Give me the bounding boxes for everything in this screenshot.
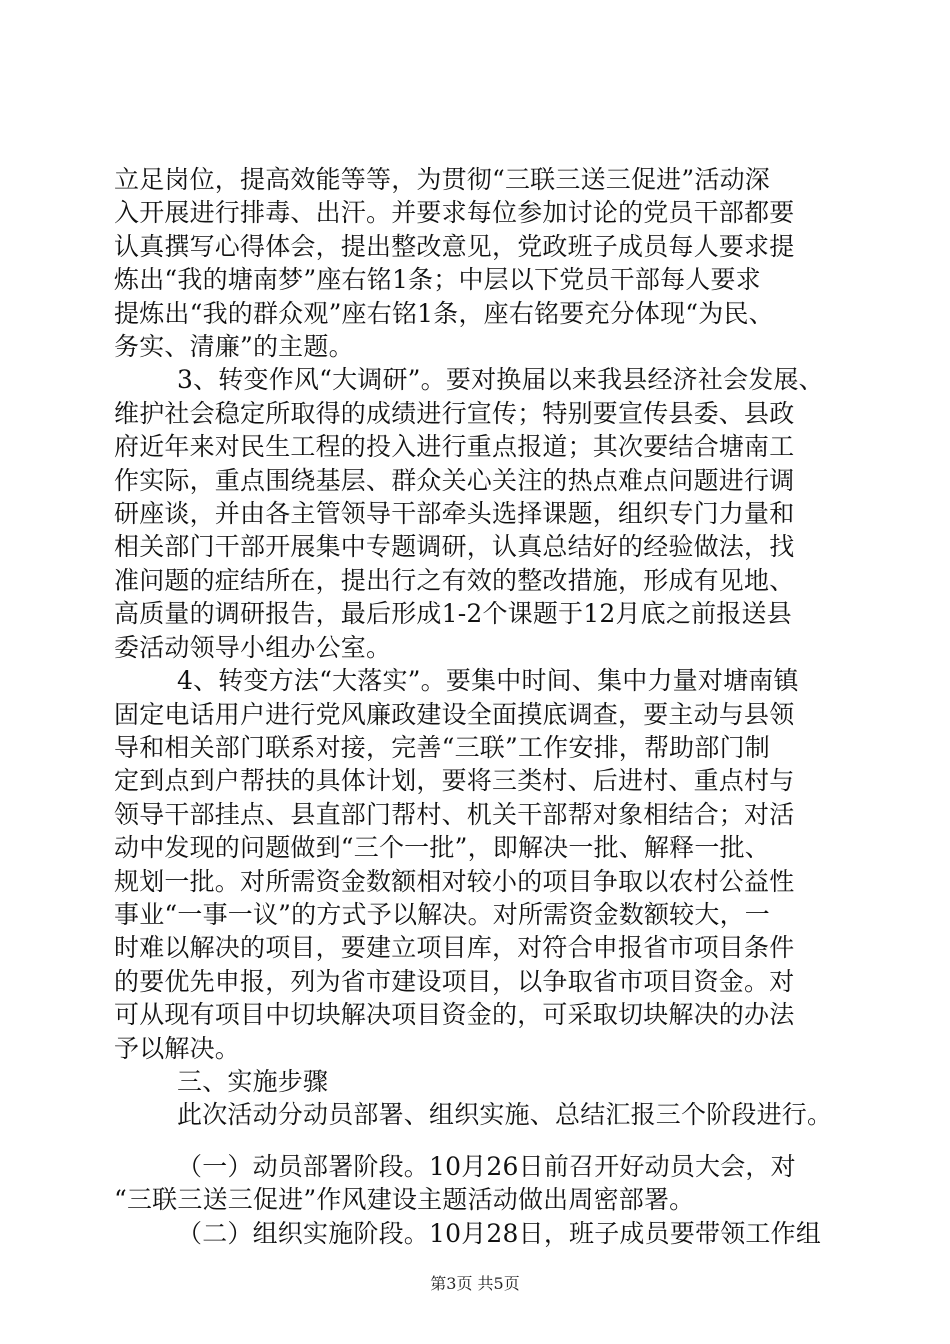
page-number-footer: 第3页 共5页 (430, 1274, 520, 1293)
body-line: 固定电话用户进行党风廉政建设全面摸底调查，要主动与县领 (114, 700, 795, 729)
body-line: 事业“一事一议”的方式予以解决。对所需资金数额较大，一 (114, 900, 770, 929)
body-line: 定到点到户帮扶的具体计划，要将三类村、后进村、重点村与 (114, 766, 795, 795)
body-line: 炼出“我的塘南梦”座右铭1条；中层以下党员干部每人要求 (114, 265, 761, 294)
body-line: 认真撰写心得体会，提出整改意见，党政班子成员每人要求提 (114, 232, 795, 261)
body-line: 3、转变作风“大调研”。要对换届以来我县经济社会发展、 (177, 365, 824, 394)
body-line: 入开展进行排毒、出汗。并要求每位参加讨论的党员干部都要 (114, 198, 795, 227)
body-line: （二）组织实施阶段。10月28日，班子成员要带领工作组 (177, 1219, 822, 1248)
body-line: 动中发现的问题做到“三个一批”，即解决一批、解释一批、 (114, 833, 770, 862)
body-line: “三联三送三促进”作风建设主题活动做出周密部署。 (114, 1185, 695, 1214)
body-line: 领导干部挂点、县直部门帮村、机关干部帮对象相结合；对活 (114, 800, 795, 829)
body-line: 高质量的调研报告，最后形成1-2个课题于12月底之前报送县 (114, 599, 792, 628)
body-line: 作实际，重点围绕基层、群众关心关注的热点难点问题进行调 (114, 466, 795, 495)
body-line: 予以解决。 (114, 1034, 241, 1063)
section-heading: 三、实施步骤 (177, 1067, 329, 1096)
body-line: 准问题的症结所在，提出行之有效的整改措施，形成有见地、 (114, 566, 795, 595)
body-line: 维护社会稳定所取得的成绩进行宣传；特别要宣传县委、县政 (114, 399, 795, 428)
body-line: 4、转变方法“大落实”。要集中时间、集中力量对塘南镇 (177, 666, 799, 695)
body-line: 规划一批。对所需资金数额相对较小的项目争取以农村公益性 (114, 867, 795, 896)
body-line: 府近年来对民生工程的投入进行重点报道；其次要结合塘南工 (114, 432, 795, 461)
body-line: 立足岗位，提高效能等等，为贯彻“三联三送三促进”活动深 (114, 165, 770, 194)
body-line: 相关部门干部开展集中专题调研，认真总结好的经验做法，找 (114, 532, 795, 561)
body-line: 导和相关部门联系对接，完善“三联”工作安排，帮助部门制 (114, 733, 770, 762)
body-line: 此次活动分动员部署、组织实施、总结汇报三个阶段进行。 (177, 1100, 833, 1129)
body-line: 务实、清廉”的主题。 (114, 332, 354, 361)
body-line: 可从现有项目中切块解决项目资金的，可采取切块解决的办法 (114, 1000, 795, 1029)
body-line: 研座谈，并由各主管领导干部牵头选择课题，组织专门力量和 (114, 499, 795, 528)
body-line: 时难以解决的项目，要建立项目库，对符合申报省市项目条件 (114, 933, 795, 962)
body-line: 的要优先申报，列为省市建设项目，以争取省市项目资金。对 (114, 967, 795, 996)
body-line: 提炼出“我的群众观”座右铭1条，座右铭要充分体现“为民、 (114, 299, 774, 328)
body-line: （一）动员部署阶段。10月26日前召开好动员大会，对 (177, 1152, 796, 1181)
body-line: 委活动领导小组办公室。 (114, 633, 392, 662)
